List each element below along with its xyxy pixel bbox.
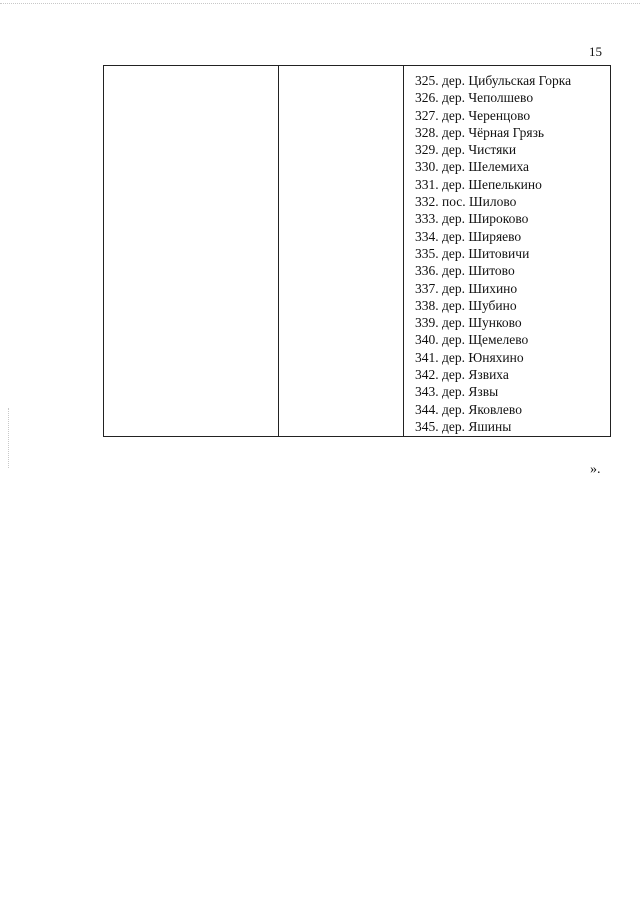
- scan-edge-top: [0, 3, 640, 4]
- closing-quote-mark: ».: [590, 462, 601, 477]
- list-item: 331. дер. Шепелькино: [415, 176, 542, 192]
- list-item: 330. дер. Шелемиха: [415, 159, 530, 175]
- list-item: 328. дер. Чёрная Грязь: [415, 124, 545, 140]
- list-item: 329. дер. Чистяки: [415, 142, 517, 158]
- column-divider-2: [403, 66, 404, 436]
- list-item: 334. дер. Ширяево: [415, 228, 522, 244]
- list-item: 344. дер. Яковлево: [415, 401, 522, 417]
- list-item: 326. дер. Чеполшево: [415, 90, 534, 106]
- page-number: 15: [589, 44, 602, 59]
- list-item: 335. дер. Шитовичи: [415, 245, 530, 261]
- list-item: 341. дер. Юняхино: [415, 349, 524, 365]
- list-item: 336. дер. Шитово: [415, 263, 515, 279]
- list-item: 333. дер. Широково: [415, 211, 529, 227]
- list-item: 340. дер. Щемелево: [415, 332, 529, 348]
- settlement-list: [415, 72, 571, 435]
- list-item: 332. пос. Шилово: [415, 194, 517, 210]
- list-item: 345. дер. Яшины: [415, 418, 512, 434]
- settlements-table: [103, 65, 611, 437]
- list-item: 338. дер. Шубино: [415, 297, 517, 313]
- scan-edge-left: [8, 408, 9, 468]
- list-item: 343. дер. Язвы: [415, 384, 499, 400]
- list-item: 337. дер. Шихино: [415, 280, 518, 296]
- list-item: 325. дер. Цибульская Горка: [415, 73, 572, 88]
- list-item: 327. дер. Черенцово: [415, 107, 531, 123]
- list-item: 342. дер. Язвиха: [415, 367, 509, 383]
- column-divider-1: [278, 66, 279, 436]
- list-item: 339. дер. Шунково: [415, 315, 522, 331]
